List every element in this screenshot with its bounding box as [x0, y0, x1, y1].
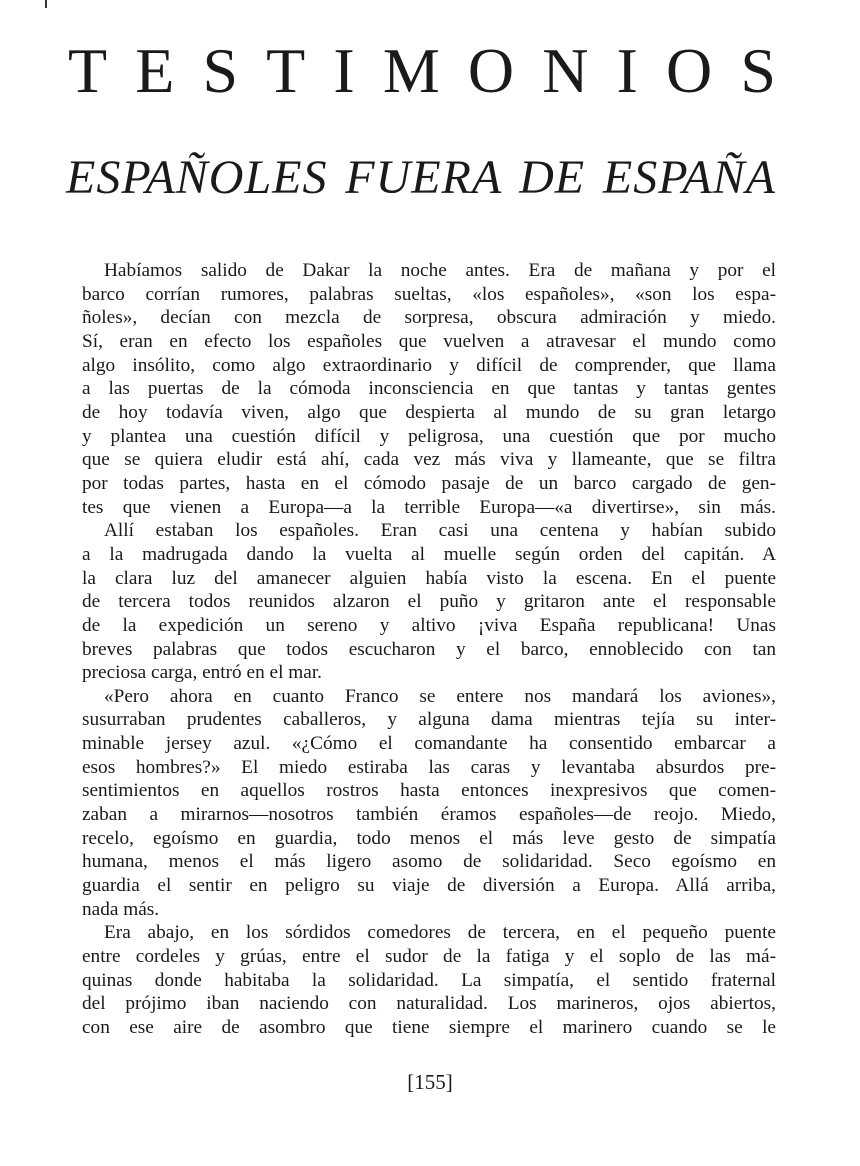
- text-line: recelo, egoísmo en guardia, todo menos el más leve gesto de simpatía: [82, 827, 776, 849]
- text-line: humana, menos el más ligero asomo de solidaridad. Seco egoísmo en: [82, 851, 776, 873]
- text-line: que se quiera eludir está ahí, cada vez más viva y llameante, que se filtra: [82, 449, 776, 471]
- text-line: Sí, eran en efecto los españoles que vuelven a atravesar el mundo como: [82, 330, 776, 352]
- text-line: quinas donde habitaba la solidaridad. La simpatía, el sentido fraternal: [82, 969, 776, 991]
- text-line: «Pero ahora en cuanto Franco se entere nos mandará los aviones»,: [104, 685, 776, 707]
- text-line: tes que vienen a Europa—a la terrible Europa—«a divertirse», sin más.: [82, 496, 776, 518]
- text-line: algo insólito, como algo extraordinario y difícil de comprender, que llama: [82, 354, 776, 376]
- text-line: del prójimo iban naciendo con naturalidad. Los marineros, ojos abiertos,: [82, 993, 776, 1015]
- text-line: Habíamos salido de Dakar la noche antes. Era de mañana y por el: [104, 260, 776, 281]
- text-line: sentimientos en aquellos rostros hasta entonces inexpresivos que comen-: [82, 780, 776, 802]
- text-line: entre cordeles y grúas, entre el sudor de la fatiga y el soplo de las má-: [82, 946, 776, 968]
- text-line: ñoles», decían con mezcla de sorpresa, obscura admiración y miedo.: [82, 307, 776, 329]
- heading-letter: I: [616, 35, 638, 106]
- heading-letter: S: [202, 35, 239, 106]
- heading-letter: E: [135, 35, 175, 106]
- text-line: susurraban prudentes caballeros, y alguna dama mientras tejía su inter-: [82, 709, 776, 731]
- heading-letter: S: [740, 35, 776, 106]
- text-line: barco corrían rumores, palabras sueltas, «los españoles», «son los espa-: [82, 283, 776, 305]
- heading-letter: N: [542, 35, 589, 106]
- text-line: preciosa carga, entró en el mar.: [82, 662, 323, 684]
- heading-letter: M: [382, 35, 440, 106]
- article-title: ESPAÑOLES FUERA DE ESPAÑA: [66, 151, 776, 204]
- section-heading: [68, 35, 776, 106]
- heading-letter: T: [266, 35, 306, 106]
- scan-mark: [45, 0, 47, 8]
- article-body: [82, 259, 776, 1040]
- heading-letter: T: [68, 35, 108, 106]
- page-number: [155]: [407, 1070, 453, 1094]
- heading-letter: O: [665, 35, 713, 106]
- text-line: de hoy todavía viven, algo que despierta al mundo de su gran letargo: [82, 401, 776, 423]
- text-line: breves palabras que todos escucharon y el barco, ennoblecido con tan: [82, 638, 776, 660]
- text-line: y plantea una cuestión difícil y peligrosa, una cuestión que por mucho: [82, 425, 776, 447]
- text-line: zaban a mirarnos—nosotros también éramos españoles—de reojo. Miedo,: [82, 804, 776, 826]
- text-line: guardia el sentir en peligro su viaje de diversión a Europa. Allá arriba,: [82, 875, 776, 897]
- text-line: por todas partes, hasta en el cómodo pasaje de un barco cargado de gen-: [82, 472, 776, 494]
- text-line: Allí estaban los españoles. Eran casi una centena y habían subido: [104, 520, 776, 542]
- text-line: de la expedición un sereno y altivo ¡viva España republicana! Unas: [82, 614, 776, 636]
- text-line: con ese aire de asombro que tiene siempre el marinero cuando se le: [82, 1017, 776, 1038]
- text-line: esos hombres?» El miedo estiraba las caras y levantaba absurdos pre-: [82, 756, 776, 778]
- text-line: de tercera todos reunidos alzaron el puño y gritaron ante el responsable: [82, 591, 776, 613]
- text-line: Era abajo, en los sórdidos comedores de tercera, en el pequeño puente: [104, 922, 776, 944]
- text-line: minable jersey azul. «¿Cómo el comandante ha consentido embarcar a: [82, 733, 776, 755]
- text-line: nada más.: [82, 898, 160, 920]
- text-line: la clara luz del amanecer alguien había visto la escena. En el puente: [82, 567, 776, 589]
- heading-letter: O: [467, 35, 515, 106]
- text-line: a la madrugada dando la vuelta al muelle según orden del capitán. A: [82, 543, 776, 565]
- text-line: a las puertas de la cómoda inconsciencia en que tantas y tantas gentes: [82, 378, 776, 400]
- heading-letter: I: [333, 35, 355, 106]
